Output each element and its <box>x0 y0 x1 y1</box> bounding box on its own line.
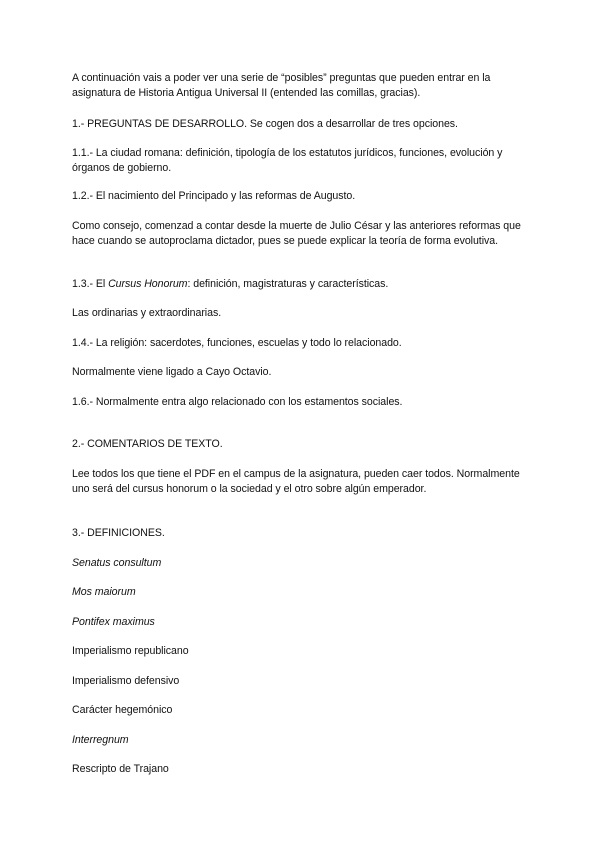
definition-term: Pontifex maximus <box>72 616 155 628</box>
section-1-heading: 1.- PREGUNTAS DE DESARROLLO. Se cogen dos a desarrollar de tres opciones. <box>72 118 458 130</box>
advice-paragraph: Como consejo, comenzad a contar desde la muerte de Julio César y las anteriores reformas que hace cuando se autoproclama dictador, pues se puede explicar la teoría de forma evolutiva. <box>72 220 521 247</box>
question-1-4: 1.4.- La religión: sacerdotes, funciones, escuelas y todo lo relacionado. <box>72 337 402 349</box>
section-2-body: Lee todos los que tiene el PDF en el campus de la asignatura, pueden caer todos. Normalmente uno será del cursus honorum o la sociedad y el otro sobre algún emperador. <box>72 468 520 495</box>
definition-term: Interregnum <box>72 734 129 746</box>
note-1-4: Normalmente viene ligado a Cayo Octavio. <box>72 366 272 378</box>
note-1-3: Las ordinarias y extraordinarias. <box>72 307 222 319</box>
section-2-heading: 2.- COMENTARIOS DE TEXTO. <box>72 438 223 450</box>
question-1-3-prefix: 1.3.- El <box>72 278 109 290</box>
definition-term: Imperialismo republicano <box>72 645 189 657</box>
definition-term: Imperialismo defensivo <box>72 675 180 687</box>
intro-paragraph: A continuación vais a poder ver una serie de “posibles” preguntas que pueden entrar en la asignatura de Historia Antigua Universal II (entended las comillas, gracias). <box>72 72 491 99</box>
question-1-1: 1.1.- La ciudad romana: definición, tipología de los estatutos jurídicos, funciones, evolución y órganos de gobierno. <box>72 147 503 174</box>
definition-term: Rescripto de Trajano <box>72 763 169 775</box>
question-1-3-term: Cursus Honorum <box>108 278 188 290</box>
section-3-heading: 3.- DEFINICIONES. <box>72 527 165 539</box>
question-1-6: 1.6.- Normalmente entra algo relacionado con los estamentos sociales. <box>72 396 403 408</box>
question-1-3 <box>72 277 532 292</box>
definition-term: Mos maiorum <box>72 586 136 598</box>
question-1-3-suffix: : definición, magistraturas y características. <box>187 278 389 290</box>
question-1-2: 1.2.- El nacimiento del Principado y las reformas de Augusto. <box>72 190 356 202</box>
definition-term: Carácter hegemónico <box>72 704 173 716</box>
definition-term: Senatus consultum <box>72 557 162 569</box>
